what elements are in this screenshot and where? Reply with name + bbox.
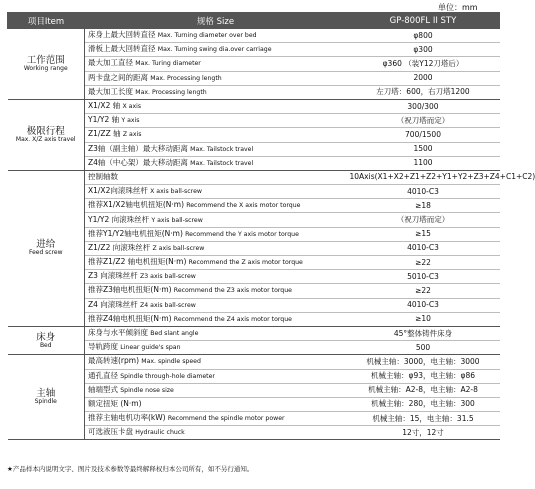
category-en: Working range xyxy=(23,64,68,72)
table-row xyxy=(8,326,500,340)
spec-value: 机械主轴：280，电主轴：300 xyxy=(347,397,500,411)
spec-value: 机械主轴：15，电主轴：31.5 xyxy=(347,412,500,426)
header-spec: 规格 Size xyxy=(85,13,347,29)
spec-value: 4010-C3 xyxy=(347,298,500,312)
spec-en: Max. Turning diameter over bed xyxy=(157,32,257,40)
spec-en: Z axis xyxy=(122,131,142,139)
spec-cn: 推荐X1/X2轴电机扭矩(N·m) xyxy=(88,200,184,210)
spec-cn: 推荐主轴电机功率(kW) xyxy=(88,413,166,423)
header-row xyxy=(8,13,500,29)
spec-description xyxy=(85,312,347,326)
spec-cn: 推荐Y1/Y2轴电机扭矩(N·m) xyxy=(88,228,183,238)
spec-cn: 最大加工长度 xyxy=(88,86,133,96)
spec-en: Recommend the Z3 axis motor torque xyxy=(173,287,292,295)
spec-cn: 导轨跨度 xyxy=(88,342,118,352)
spec-description xyxy=(85,85,347,99)
spec-description xyxy=(85,213,347,227)
spec-cn: Z1/ZZ 轴 xyxy=(88,129,121,139)
category-en: Feed screw xyxy=(28,249,63,257)
spec-cn: X1/X2 轴 xyxy=(88,101,121,111)
spec-value: ≥15 xyxy=(347,227,500,241)
spec-description xyxy=(85,71,347,85)
spec-description xyxy=(85,397,347,411)
spec-en: X axis xyxy=(122,103,142,111)
spec-en: Recommend the Y axis motor torque xyxy=(185,230,299,238)
spec-description xyxy=(85,241,347,255)
spec-cn: Z4轴（中心架）最大移动距离 xyxy=(88,157,188,167)
spec-en: Spindle through-hole diameter xyxy=(120,372,215,380)
spec-cn: Z3 向滚珠丝杆 xyxy=(88,271,138,281)
spec-value: φ800 xyxy=(347,29,500,43)
spec-value: φ300 xyxy=(347,43,500,57)
category-cell xyxy=(8,29,85,100)
spec-description xyxy=(85,369,347,383)
spec-description xyxy=(85,114,347,128)
category-cn: 工作范围 xyxy=(26,54,65,66)
spec-description xyxy=(85,270,347,284)
spec-en: Linear guide's span xyxy=(120,344,181,352)
spec-value: 700/1500 xyxy=(347,128,500,142)
spec-cn: Z1/Z2 向滚珠丝杆 xyxy=(88,242,151,252)
spec-description xyxy=(85,57,347,71)
spec-en: Bed slant angle xyxy=(150,330,199,338)
spec-en: Max. Turning swing dia.over carriage xyxy=(157,46,272,54)
spec-value: ≥22 xyxy=(347,284,500,298)
category-en: Max. X/Z axis travel xyxy=(15,135,76,143)
spec-cn: 控制轴数 xyxy=(88,171,118,181)
spec-cn: 推荐Z4轴电机扭矩(N·m) xyxy=(88,313,172,323)
spec-en: Max. Turing diameter xyxy=(135,60,201,68)
spec-description xyxy=(85,298,347,312)
spec-value: 4010-C3 xyxy=(347,241,500,255)
spec-description xyxy=(85,284,347,298)
spec-en: Recommend the Z4 axis motor torque xyxy=(173,315,292,323)
spec-en: X axis ball-screw xyxy=(150,188,202,196)
spec-description xyxy=(85,170,347,184)
header-model: GP-800FL II STY xyxy=(347,13,500,29)
spec-value: 机械主轴：A2-8，电主轴：A2-8 xyxy=(347,383,500,397)
header-item: 项目Item xyxy=(8,13,85,29)
spec-value: 12寸，12寸 xyxy=(347,426,500,440)
spec-cn: 床身与水平倾斜度 xyxy=(88,328,148,338)
spec-en: Max. Tailstock travel xyxy=(190,145,254,153)
spec-description xyxy=(85,156,347,170)
spec-description xyxy=(85,383,347,397)
category-cell xyxy=(8,170,85,326)
spec-cn: 可选液压卡盘 xyxy=(88,427,133,437)
spec-value: 4010-C3 xyxy=(347,185,500,199)
table-row xyxy=(8,99,500,113)
spec-value: ≥22 xyxy=(347,256,500,270)
spec-cn: 通孔直径 xyxy=(88,370,118,380)
spec-en: Hydraulic chuck xyxy=(135,429,185,437)
spec-cn: Z3轴（副主轴）最大移动距离 xyxy=(88,143,188,153)
spec-en: Spindle nose size xyxy=(120,386,174,394)
table-row xyxy=(8,170,500,184)
spec-en: Max. Tailstock travel xyxy=(190,159,254,167)
category-cell xyxy=(8,99,85,170)
spec-value: 2000 xyxy=(347,71,500,85)
spec-value: ≥18 xyxy=(347,199,500,213)
spec-en: Recommend the X axis motor torque xyxy=(186,202,301,210)
footnote: ★产品样本内说明文字、图片及技术参数等最终解释权归本公司所有，如不另行通知。 xyxy=(7,465,254,473)
spec-value: （祝刀塔而定） xyxy=(347,114,500,128)
spec-cn: X1/X2向滚珠丝杆 xyxy=(88,186,148,196)
spec-en: Max. spindle speed xyxy=(141,358,201,366)
spec-value: 10Axis(X1+X2+Z1+Z2+Y1+Y2+Z3+Z4+C1+C2) xyxy=(347,170,500,184)
spec-value: 机械主轴：φ93，电主轴：φ86 xyxy=(347,369,500,383)
category-cell xyxy=(8,355,85,440)
spec-en: Z4 axis ball-screw xyxy=(140,301,196,309)
spec-value: 500 xyxy=(347,341,500,355)
spec-description xyxy=(85,142,347,156)
spec-description xyxy=(85,99,347,113)
spec-description xyxy=(85,185,347,199)
spec-cn: 最大加工直径 xyxy=(88,58,133,68)
spec-description xyxy=(85,326,347,340)
spec-value: （祝刀塔而定） xyxy=(347,213,500,227)
spec-description xyxy=(85,341,347,355)
category-cell xyxy=(8,326,85,354)
category-cn: 主轴 xyxy=(36,388,56,400)
spec-description xyxy=(85,29,347,43)
spec-value: 机械主轴：3000，电主轴：3000 xyxy=(347,355,500,369)
category-cn: 极限行程 xyxy=(26,125,65,137)
unit-label: 单位：mm xyxy=(438,3,478,12)
spec-en: Z axis ball-screw xyxy=(152,244,205,252)
spec-en: Max. Processing length xyxy=(150,74,222,82)
spec-value: 300/300 xyxy=(347,99,500,113)
spec-value: 左刀塔：600，右刀塔1200 xyxy=(347,85,500,99)
spec-cn: Y1/Y2 轴 xyxy=(88,115,120,125)
category-en: Bed xyxy=(39,341,52,349)
spec-cn: 推荐Z3轴电机扭矩(N·m) xyxy=(88,285,172,295)
spec-description xyxy=(85,426,347,440)
spec-description xyxy=(85,412,347,426)
spec-cn: 最高转速(rpm) xyxy=(88,356,140,366)
spec-description xyxy=(85,128,347,142)
spec-cn: 推荐Z1/Z2 轴电机扭矩(N·m) xyxy=(88,257,187,267)
spec-value: 1100 xyxy=(347,156,500,170)
spec-cn: Z4 向滚珠丝杆 xyxy=(88,299,138,309)
spec-table xyxy=(7,12,535,440)
category-cn: 床身 xyxy=(36,331,56,343)
spec-value: 5010-C3 xyxy=(347,270,500,284)
spec-cn: 额定扭矩 (N·m) xyxy=(88,398,142,408)
spec-en: Z3 axis ball-screw xyxy=(140,273,196,281)
spec-value: 45°整体铸件床身 xyxy=(347,326,500,340)
spec-value: φ360 （装Y12刀塔后） xyxy=(347,57,500,71)
table-row xyxy=(8,29,500,43)
spec-cn: Y1/Y2 向滚珠丝杆 xyxy=(88,214,150,224)
spec-cn: 两卡盘之间的距离 xyxy=(88,72,148,82)
spec-description xyxy=(85,199,347,213)
spec-value: 1500 xyxy=(347,142,500,156)
spec-en: Y axis xyxy=(121,117,140,125)
spec-description xyxy=(85,256,347,270)
spec-description xyxy=(85,227,347,241)
category-cn: 进给 xyxy=(36,239,56,251)
spec-cn: 床身上最大回转直径 xyxy=(88,30,156,40)
spec-cn: 滑板上最大回转直径 xyxy=(88,44,156,54)
spec-en: Max. Processing length xyxy=(135,88,207,96)
category-en: Spindle xyxy=(34,398,57,406)
table-row xyxy=(8,355,500,369)
spec-en: Recommend the Z axis motor torque xyxy=(188,259,303,267)
spec-description xyxy=(85,355,347,369)
spec-value: ≥10 xyxy=(347,312,500,326)
spec-cn: 轴端型式 xyxy=(88,384,118,394)
spec-en: Recommend the spindle motor power xyxy=(167,415,285,423)
spec-en: Y axis ball-screw xyxy=(151,216,203,224)
spec-description xyxy=(85,43,347,57)
